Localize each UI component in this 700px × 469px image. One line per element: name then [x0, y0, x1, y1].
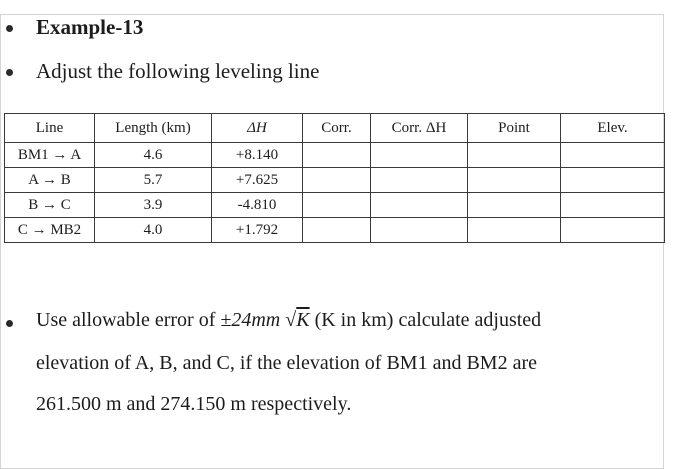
- cell-length: 5.7: [95, 168, 212, 193]
- cell-dh: +7.625: [212, 168, 303, 193]
- cell-length: 4.6: [95, 143, 212, 168]
- cell-line: A → B: [5, 168, 95, 193]
- bullet-icon: [6, 320, 13, 327]
- col-header-dh: ΔH: [212, 114, 303, 143]
- cell-point: [468, 218, 561, 243]
- cell-corr: [303, 193, 371, 218]
- instruction-line-3: 261.500 m and 274.150 m respectively.: [36, 393, 352, 415]
- task-subheading: Adjust the following leveling line: [36, 59, 320, 83]
- bullet-icon: [6, 25, 13, 32]
- cell-line: B → C: [5, 193, 95, 218]
- table-row: [5, 143, 665, 168]
- example-heading: Example-13: [36, 15, 144, 39]
- table-row: [5, 168, 665, 193]
- sqrt-variable: K: [296, 309, 310, 331]
- bullet-icon: [6, 69, 13, 76]
- col-header-point: Point: [468, 114, 561, 143]
- instruction-text: Use allowable error of: [36, 309, 221, 331]
- col-header-corr: Corr.: [303, 114, 371, 143]
- cell-corr-dh: [371, 143, 468, 168]
- cell-point: [468, 168, 561, 193]
- cell-length: 4.0: [95, 218, 212, 243]
- col-header-corr-dh: Corr. ΔH: [371, 114, 468, 143]
- cell-corr-dh: [371, 168, 468, 193]
- cell-elev: [561, 193, 665, 218]
- cell-dh: +1.792: [212, 218, 303, 243]
- cell-elev: [561, 218, 665, 243]
- cell-line: C → MB2: [5, 218, 95, 243]
- col-header-length: Length (km): [95, 114, 212, 143]
- cell-corr: [303, 218, 371, 243]
- instruction-text: (K in km) calculate adjusted: [309, 309, 542, 331]
- cell-point: [468, 143, 561, 168]
- cell-dh: +8.140: [212, 143, 303, 168]
- cell-elev: [561, 168, 665, 193]
- cell-point: [468, 193, 561, 218]
- table-row: [5, 218, 665, 243]
- cell-line: BM1 → A: [5, 143, 95, 168]
- col-header-elev: Elev.: [561, 114, 665, 143]
- cell-corr: [303, 143, 371, 168]
- cell-length: 3.9: [95, 193, 212, 218]
- table-header-row: [5, 114, 665, 143]
- instruction-line-2: elevation of A, B, and C, if the elevation of BM1 and BM2 are: [36, 352, 538, 374]
- sqrt-symbol: √: [285, 309, 297, 331]
- allowable-error-value: ±24mm: [220, 309, 281, 331]
- leveling-table: [4, 113, 665, 243]
- cell-elev: [561, 143, 665, 168]
- cell-corr-dh: [371, 218, 468, 243]
- instruction-line-1: [36, 309, 541, 332]
- cell-corr-dh: [371, 193, 468, 218]
- cell-corr: [303, 168, 371, 193]
- col-header-line: Line: [5, 114, 95, 143]
- table-row: [5, 193, 665, 218]
- cell-dh: -4.810: [212, 193, 303, 218]
